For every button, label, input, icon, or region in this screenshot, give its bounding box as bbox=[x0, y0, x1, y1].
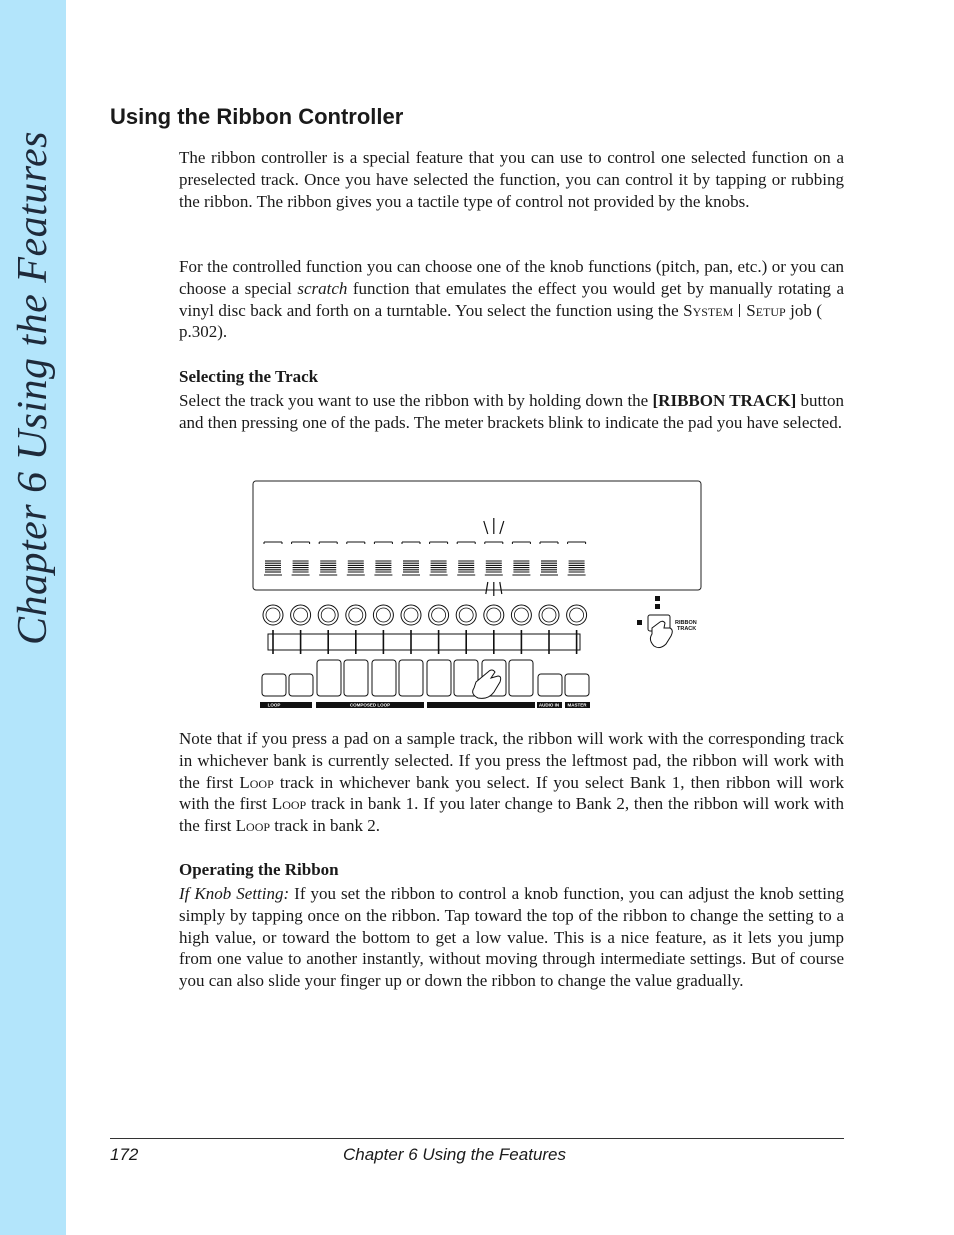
ribbon-track-figure bbox=[250, 478, 710, 714]
subhead-selecting-track: Selecting the Track bbox=[179, 367, 319, 386]
ribbon-button-label-1: RIBBON bbox=[675, 620, 697, 626]
footer-page-number: 172 bbox=[110, 1145, 139, 1164]
knob-setting-term: If Knob Setting: bbox=[179, 884, 290, 903]
pad-button bbox=[509, 660, 533, 696]
separator-icon bbox=[739, 304, 740, 317]
indicator-led-icon bbox=[637, 620, 642, 625]
group-label-composed-loop: COMPOSED LOOP bbox=[349, 702, 391, 708]
group-bar-sample bbox=[427, 702, 535, 708]
chapter-side-title: Chapter 6 Using the Features bbox=[10, 130, 56, 646]
fader-rail bbox=[268, 634, 580, 650]
indicator-led-icon bbox=[655, 596, 660, 601]
pad-button bbox=[565, 674, 589, 696]
paragraph-select-track: Select the track you want to use the ribbon with by holding down the [RIBBON TRACK] button and then pressing one of the pads. The meter brackets blink to indicate the pad you have selected. bbox=[179, 391, 845, 432]
paragraph-function: For the controlled function you can choose one of the knob functions (pitch, pan, etc.) or you can choose a special scratch function that emulates the effect you would get by manually rotating a vinyl disc back and forth on a turntable. You select the function using the System Setup job (p.302). bbox=[179, 257, 844, 342]
paragraph-intro: The ribbon controller is a special feature that you can use to control one selected function on a preselected track. Once you have selected the function, you can control it by tapping or rubbing the ribbon. The ribbon gives you a tactile type of control not provided by the knobs. bbox=[179, 148, 844, 211]
subhead-operating-ribbon: Operating the Ribbon bbox=[179, 860, 339, 879]
ribbon-button-label-2: TRACK bbox=[677, 626, 697, 632]
pad-button bbox=[289, 674, 313, 696]
setup-term: Setup bbox=[746, 300, 786, 320]
paragraph-sample-track-note: Note that if you press a pad on a sample track, the ribbon will work with the corresponding track in whichever bank is currently selected. If you press the leftmost pad, the ribbon will work with the first Loop track in whichever bank you select. If you select Bank 1, then ribbon will work with the first Loop track in bank 1. If you later change to Bank 2, then the ribbon will work with the first Loop track in bank 2. bbox=[179, 729, 845, 836]
section-title: Using the Ribbon Controller bbox=[110, 104, 404, 129]
indicator-led-icon bbox=[655, 604, 660, 609]
pad-button bbox=[399, 660, 423, 696]
footer-chapter-title: Chapter 6 Using the Features bbox=[343, 1145, 567, 1164]
pad-button bbox=[538, 674, 562, 696]
chapter-side-band bbox=[0, 0, 66, 1235]
group-label-loop: LOOP bbox=[267, 702, 281, 708]
scratch-term: scratch bbox=[297, 278, 348, 298]
pad-button bbox=[372, 660, 396, 696]
pad-button bbox=[262, 674, 286, 696]
pad-button bbox=[427, 660, 451, 696]
system-term: System bbox=[683, 300, 734, 320]
pad-button bbox=[344, 660, 368, 696]
paragraph-operating-ribbon: If Knob Setting: If you set the ribbon to control a knob function, you can adjust the knob setting simply by tapping once on the ribbon. Tap toward the top of the ribbon to change the setting to a high value, or toward the bottom to get a low value. This is a nice feature, as it lets you jump from one value to another instantly, without moving through intermediate settings. But of course you can also slide your finger up or down the ribbon to change the value gradually. bbox=[179, 884, 844, 991]
group-label-master: MASTER bbox=[567, 702, 587, 708]
pad-button bbox=[317, 660, 341, 696]
lcd-display-panel bbox=[253, 481, 701, 590]
footer-rule bbox=[110, 1138, 844, 1139]
ribbon-track-term: [RIBBON TRACK] bbox=[652, 391, 797, 410]
group-label-audio-in: AUDIO IN bbox=[538, 702, 560, 708]
